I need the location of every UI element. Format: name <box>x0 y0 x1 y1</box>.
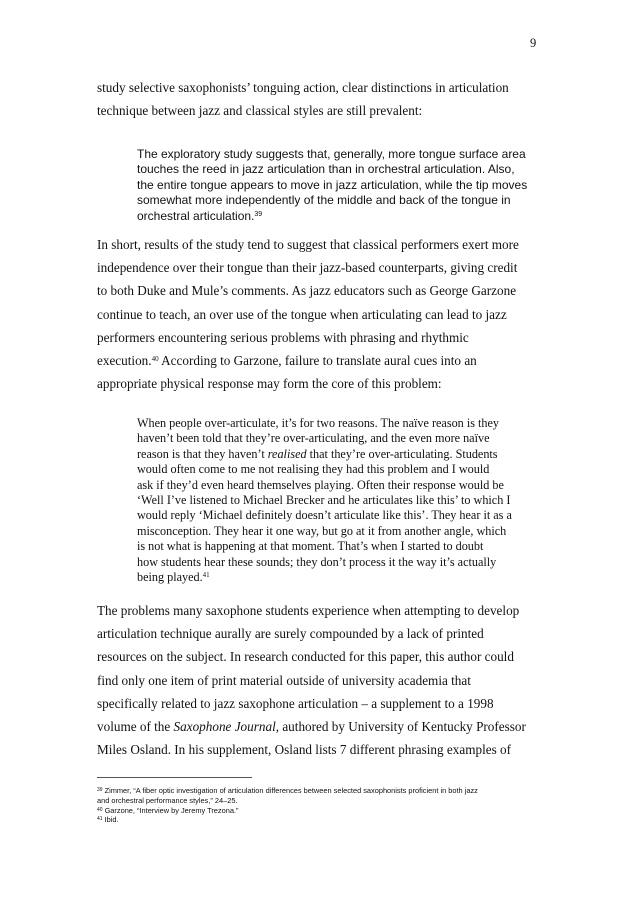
quote-line <box>137 570 522 585</box>
paragraph-text: execution. <box>97 353 152 369</box>
quote-line: would reply ‘Michael definitely doesn’t articulate like this’. They hear it as a <box>137 508 512 523</box>
quote-line: ‘Well I’ve listened to Michael Brecker and he articulates like this’ to which I <box>137 493 511 508</box>
footnote-text: Zimmer, “A fiber optic investigation of articulation differences between selected saxophonists proficient in both jazz <box>104 786 478 795</box>
paragraph-line: performers encountering serious problems with phrasing and rhythmic <box>97 329 469 345</box>
quote-line: haven’t been told that they’re over-articulating, and the even more naïve <box>137 431 490 446</box>
paragraph-line: resources on the subject. In research conducted for this paper, this author could <box>97 649 514 665</box>
footnote-text: Garzone, “Interview by Jeremy Trezona.” <box>104 805 239 815</box>
quote-line: is not what is happening at that moment. That’s when I started to doubt <box>137 539 484 554</box>
footnote-ref: 41 <box>202 571 210 580</box>
quote-line: ask if they’d even heard themselves playing. Often their response would be <box>137 477 504 492</box>
paragraph-line: In short, results of the study tend to suggest that classical performers exert more <box>97 237 519 252</box>
footnotes <box>97 786 547 825</box>
block-quote-1 <box>137 147 528 224</box>
quote-line <box>137 447 522 462</box>
paragraph-italic-text: Saxophone Journal <box>173 719 276 735</box>
quote-text: reason is that they haven’t <box>137 446 268 461</box>
footnote-number: 39 <box>97 787 103 793</box>
quote-text: being played. <box>137 570 203 585</box>
paragraph-text: volume of the <box>97 719 174 735</box>
paragraph-3 <box>97 599 545 761</box>
paragraph-text: According to Garzone, failure to translate aural cues into an <box>158 353 477 369</box>
paragraph-line: Miles Osland. In his supplement, Osland lists 7 different phrasing examples of <box>97 742 512 758</box>
footnote-text: Ibid. <box>104 815 119 825</box>
footnote-ref: 40 <box>151 355 159 364</box>
quote-line <box>137 209 517 224</box>
paragraph-line <box>97 715 545 738</box>
quote-line: touches the reed in jazz articulation than in orchestral articulation. Also, <box>137 162 515 177</box>
quote-text: that they’re over-articulating. Students <box>306 446 498 461</box>
paragraph-text: , authored by University of Kentucky Professor <box>275 719 526 735</box>
paragraph-line: specifically related to jazz saxophone articulation – a supplement to a 1998 <box>97 695 494 711</box>
intro-paragraph <box>97 76 545 122</box>
quote-line: somewhat more independently of the middle and back of the tongue in <box>137 193 511 208</box>
page-number: 9 <box>530 36 537 50</box>
paragraph-line: find only one item of print material outside of university academia that <box>97 672 471 688</box>
footnote-text: and orchestral performance styles,” 24–25. <box>97 795 238 805</box>
footnote-number: 41 <box>97 816 103 823</box>
intro-line: study selective saxophonists’ tonguing action, clear distinctions in articulation <box>97 80 509 95</box>
footnote <box>97 786 547 796</box>
quote-italic-text: realised <box>267 446 307 461</box>
paragraph-line: appropriate physical response may form the core of this problem: <box>97 376 442 392</box>
footnote-number: 40 <box>97 806 103 813</box>
intro-line: technique between jazz and classical styles are still prevalent: <box>97 103 423 119</box>
paragraph-line: The problems many saxophone students experience when attempting to develop <box>97 603 520 618</box>
quote-line: the entire tongue appears to move in jazz articulation, while the tip moves <box>137 177 528 192</box>
paragraph-line: to both Duke and Mule’s comments. As jazz educators such as George Garzone <box>97 283 517 299</box>
paragraph-line: continue to teach, an over use of the tongue when articulating can lead to jazz <box>97 306 507 322</box>
quote-line: how students hear these sounds; they don’t process it the way it’s actually <box>137 554 497 569</box>
paragraph-line: articulation technique aurally are surely compounded by a lack of printed <box>97 626 484 642</box>
paragraph-line <box>97 349 545 372</box>
footnote <box>97 815 547 825</box>
footnote-separator <box>97 777 252 778</box>
footnote <box>97 806 547 816</box>
block-quote-2 <box>137 416 522 585</box>
quote-line: The exploratory study suggests that, generally, more tongue surface area <box>137 147 526 161</box>
quote-line: would often come to me not realising they had this problem and I would <box>137 462 490 477</box>
footnote-ref: 39 <box>254 210 263 218</box>
quote-line: When people over-articulate, it’s for two reasons. The naïve reason is they <box>137 416 499 430</box>
footnote <box>97 796 547 806</box>
quote-text: orchestral articulation. <box>137 208 255 223</box>
quote-line: misconception. They hear it one way, but go at it from another angle, which <box>137 523 507 538</box>
paragraph-2 <box>97 233 545 395</box>
paragraph-line: independence over their tongue than their jazz-based counterparts, giving credit <box>97 260 518 276</box>
